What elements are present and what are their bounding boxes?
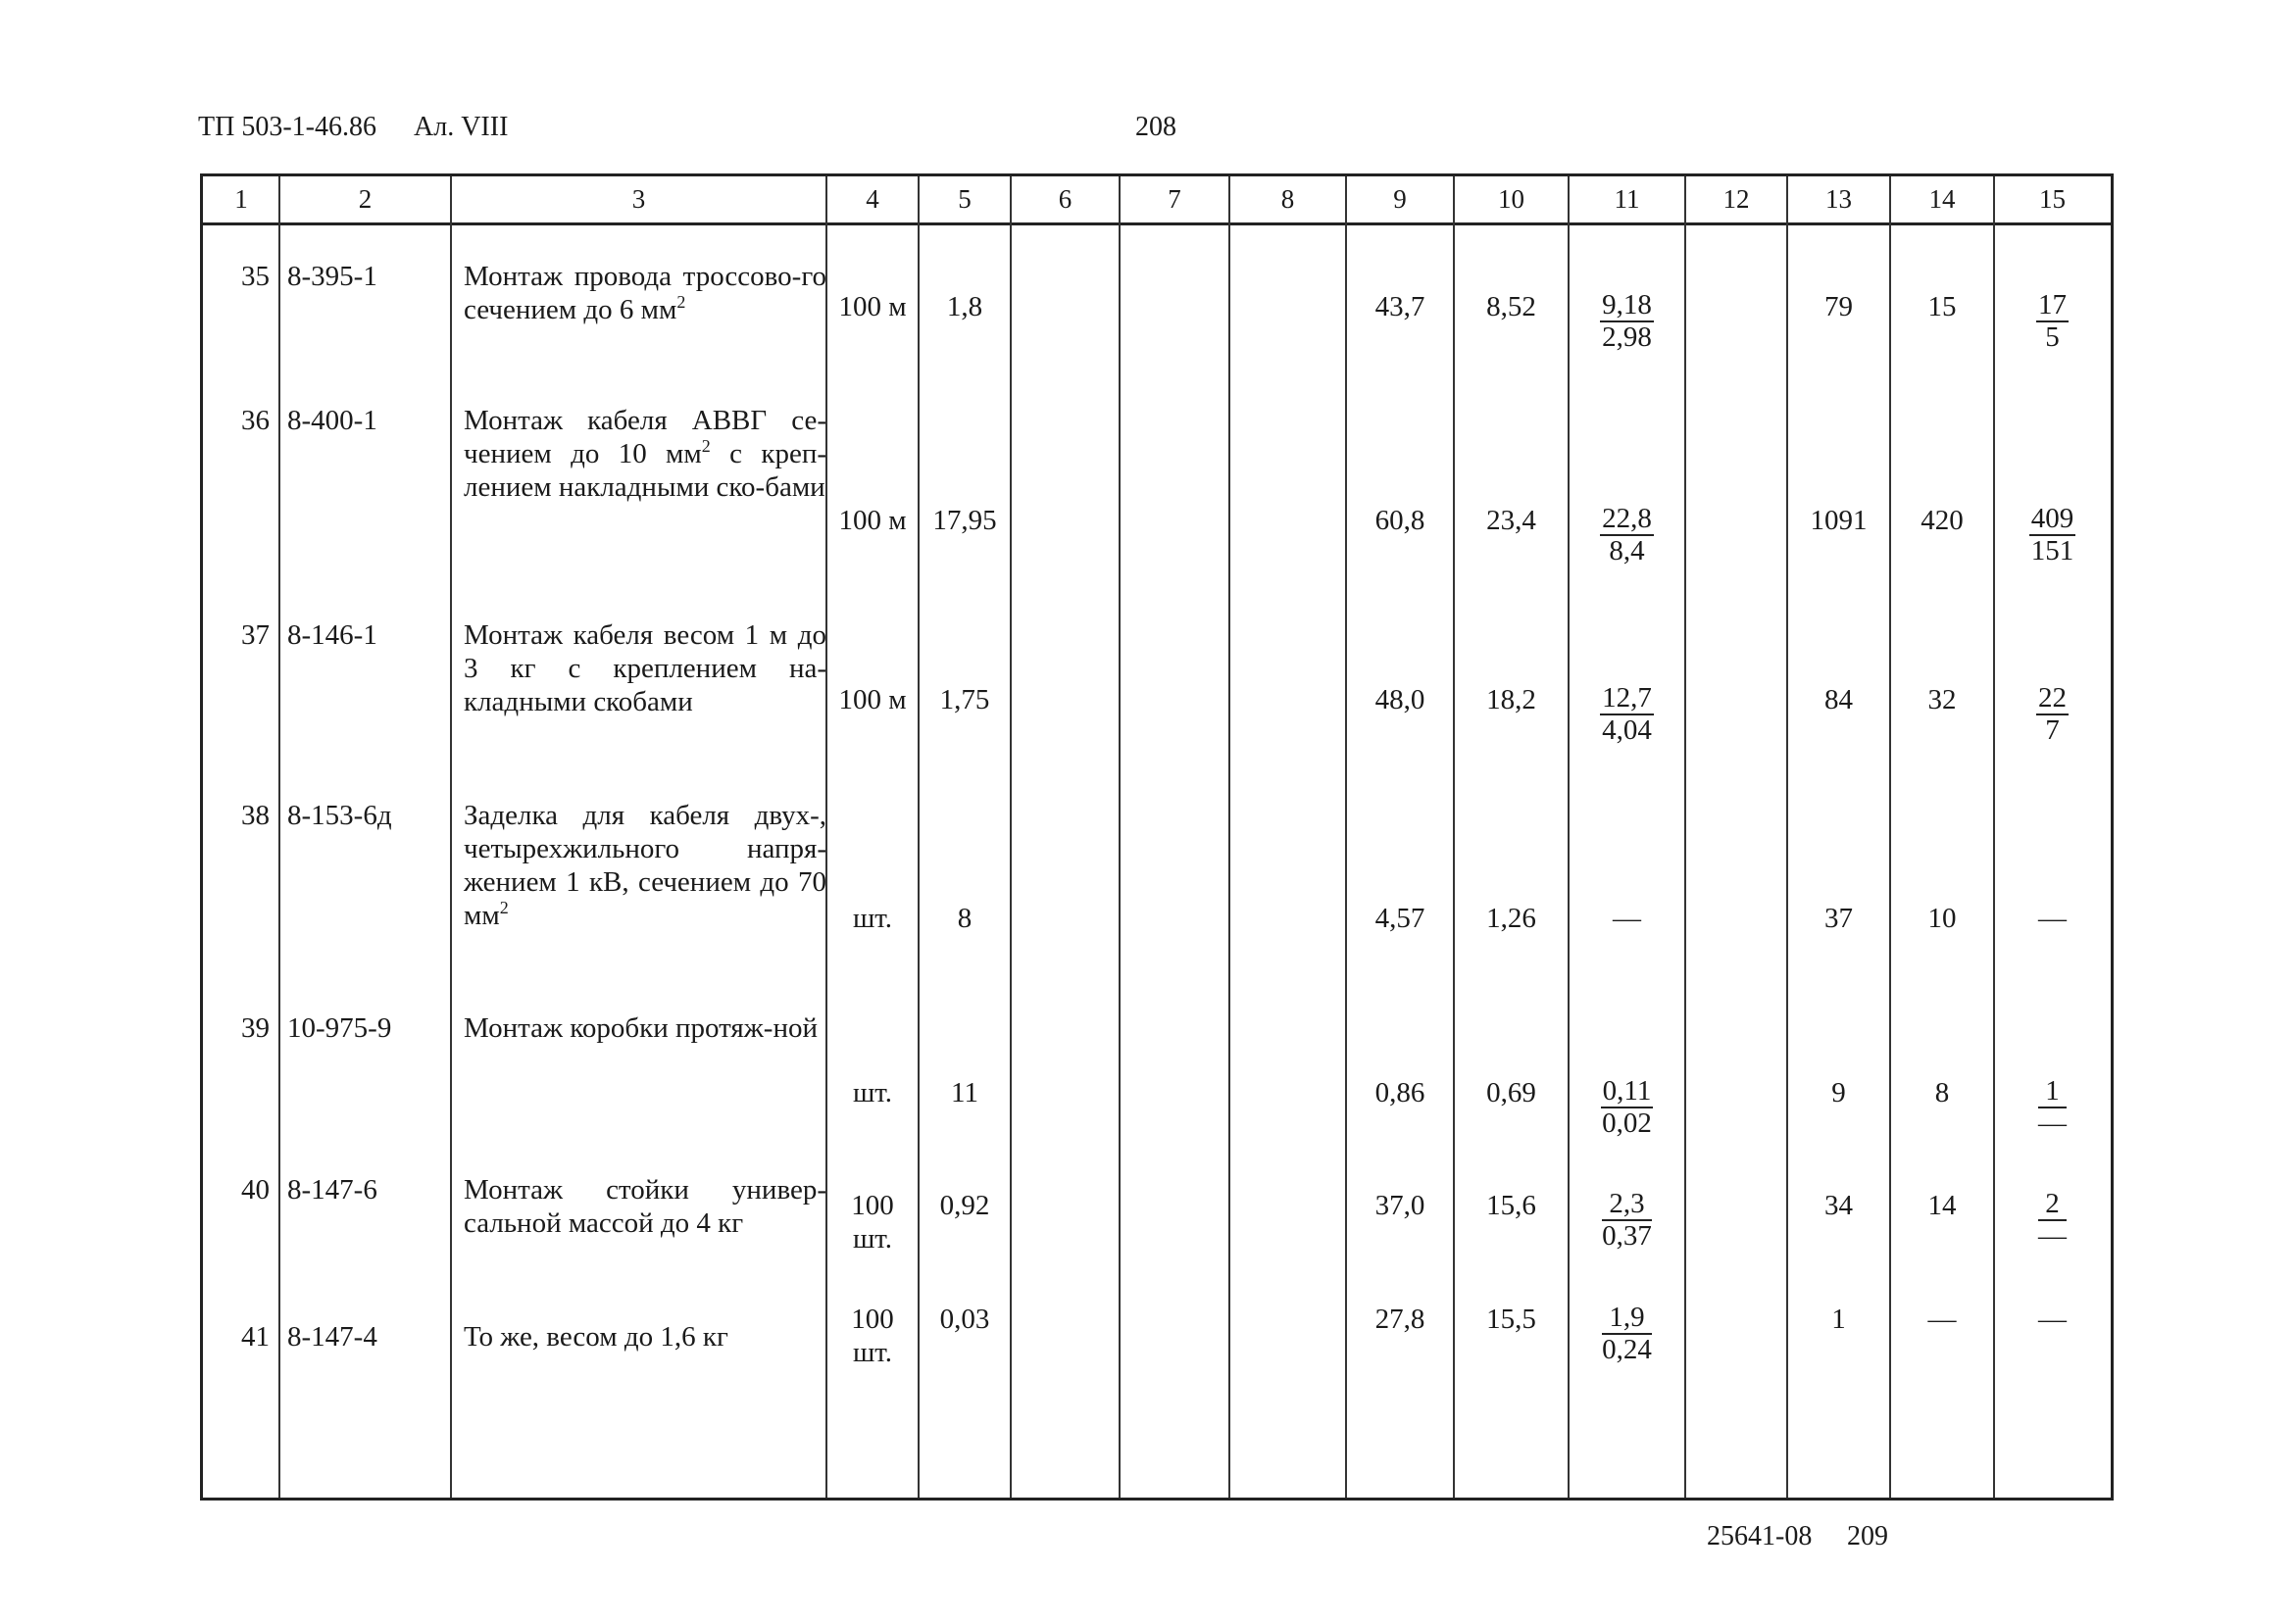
work-description: Монтаж провода троссово-го сечением до 6 $мм^2$ [464, 261, 826, 325]
unit: 100 м [838, 505, 907, 536]
col-15-value: — [2038, 1304, 2067, 1335]
col-11-fraction-denominator: 8,4 [1609, 535, 1645, 566]
col-10-value: 0,69 [1486, 1077, 1536, 1108]
col-11-fraction-numerator: 9,18 [1602, 289, 1652, 320]
work-description: Монтаж кабеля АВВГ се-чением до 10 $мм^2$ с креп-лением накладными ско-бами [464, 405, 826, 503]
column-divider [1889, 176, 1891, 1498]
col-10-value: 15,6 [1486, 1190, 1536, 1221]
col-11-fraction-numerator: 22,8 [1602, 503, 1652, 534]
column-divider [1568, 176, 1570, 1498]
col-14-value: 8 [1934, 1077, 1950, 1108]
work-description: Заделка для кабеля двух-, четырехжильного напря-жением 1 кВ, сечением до 70 $мм^2$ [464, 800, 826, 931]
col-11-fraction-numerator: 2,3 [1602, 1189, 1652, 1221]
col-15-fraction-numerator: 1 [2038, 1076, 2067, 1108]
column-header: 8 [1280, 184, 1295, 214]
column-divider [1119, 176, 1121, 1498]
col-13-value: 9 [1831, 1077, 1846, 1108]
unit: шт. [852, 903, 893, 934]
col-11-fraction-numerator: 1,9 [1602, 1303, 1652, 1335]
column-divider [450, 176, 452, 1498]
col-15-value: — [2038, 903, 2067, 934]
column-divider [1228, 176, 1230, 1498]
column-divider [1010, 176, 1012, 1498]
quantity: 11 [951, 1077, 978, 1108]
col-11-fraction [1569, 1303, 1685, 1365]
col-14-value: — [1927, 1304, 1957, 1335]
col-11-fraction [1569, 290, 1685, 353]
norm-code: 8-395-1 [287, 261, 377, 292]
col-15-fraction-denominator: 5 [2045, 321, 2060, 353]
row-number: 38 [241, 800, 270, 831]
column-divider [918, 176, 920, 1498]
col-10-value: 18,2 [1486, 684, 1536, 715]
col-9-value: 37,0 [1374, 1190, 1425, 1221]
column-divider [1345, 176, 1347, 1498]
col-11-fraction-denominator: 4,04 [1602, 714, 1652, 746]
col-11-fraction [1569, 504, 1685, 566]
col-9-value: 4,57 [1374, 903, 1425, 934]
col-15-fraction [1994, 1189, 2111, 1252]
norm-code: 8-146-1 [287, 619, 377, 651]
row-number: 35 [241, 261, 270, 292]
column-header: 5 [958, 184, 972, 214]
col-11-value: — [1613, 903, 1641, 934]
col-15-fraction [1994, 1076, 2111, 1139]
column-header: 3 [631, 184, 646, 214]
col-11-fraction-denominator: 2,98 [1602, 321, 1652, 353]
quantity: 0,92 [939, 1190, 990, 1221]
unit-line2: шт. [852, 1337, 893, 1368]
work-description: То же, весом до 1,6 кг [464, 1321, 728, 1353]
col-15-fraction [1994, 683, 2111, 746]
column-header: 4 [866, 184, 879, 214]
col-14-value: 420 [1921, 505, 1964, 536]
page-number: 208 [1135, 112, 1176, 142]
norm-code: 8-147-4 [287, 1321, 377, 1353]
col-15-fraction [1994, 504, 2111, 566]
header-divider [203, 222, 2111, 225]
footer-page-number: 209 [1847, 1521, 1888, 1551]
unit: 100 м [838, 684, 907, 715]
unit-line2: шт. [852, 1223, 893, 1255]
column-header: 10 [1498, 184, 1524, 214]
column-header: 11 [1614, 184, 1640, 214]
col-9-value: 0,86 [1374, 1077, 1425, 1108]
row-number: 36 [241, 405, 270, 436]
col-9-value: 60,8 [1374, 505, 1425, 536]
col-11-fraction [1569, 683, 1685, 746]
col-11-fraction-denominator: 0,37 [1602, 1220, 1652, 1252]
col-11-fraction [1569, 1076, 1685, 1139]
col-9-value: 27,8 [1374, 1304, 1425, 1335]
col-10-value: 15,5 [1486, 1304, 1536, 1335]
quantity: 17,95 [932, 505, 997, 536]
column-divider [1786, 176, 1788, 1498]
quantity: 1,8 [946, 291, 983, 322]
column-header: 12 [1722, 184, 1750, 214]
album-number: Ал. VIII [414, 112, 509, 142]
row-number: 41 [241, 1321, 270, 1353]
work-description: Монтаж кабеля весом 1 м до 3 кг с креплением на-кладными скобами [464, 619, 826, 717]
col-13-value: 37 [1824, 903, 1853, 934]
column-header: 7 [1168, 184, 1181, 214]
col-14-value: 14 [1927, 1190, 1957, 1221]
norm-code: 8-400-1 [287, 405, 377, 436]
col-14-value: 10 [1927, 903, 1957, 934]
col-15-fraction [1994, 290, 2111, 353]
unit: шт. [852, 1077, 893, 1108]
col-11-fraction [1569, 1189, 1685, 1252]
column-divider [1453, 176, 1455, 1498]
norm-code: 10-975-9 [287, 1012, 392, 1044]
col-15-fraction-numerator: 409 [2030, 503, 2074, 534]
col-9-value: 43,7 [1374, 291, 1425, 322]
norm-code: 8-147-6 [287, 1174, 377, 1206]
column-header: 6 [1058, 184, 1073, 214]
col-15-fraction-denominator: — [2038, 1107, 2067, 1139]
col-11-fraction-numerator: 12,7 [1602, 682, 1652, 714]
column-divider [1993, 176, 1995, 1498]
quantity: 1,75 [939, 684, 990, 715]
row-number: 37 [241, 619, 270, 651]
col-10-value: 8,52 [1486, 291, 1536, 322]
col-11-fraction-denominator: 0,24 [1602, 1334, 1652, 1365]
work-description: Монтаж стойки универ-сальной массой до 4 кг [464, 1174, 826, 1239]
col-10-value: 1,26 [1486, 903, 1536, 934]
column-header: 2 [358, 184, 373, 214]
col-15-fraction-numerator: 22 [2038, 682, 2067, 714]
col-10-value: 23,4 [1486, 505, 1536, 536]
estimate-table [200, 173, 2114, 1501]
col-13-value: 1091 [1810, 505, 1868, 536]
col-13-value: 79 [1824, 291, 1853, 322]
norm-code: 8-153-6д [287, 800, 392, 831]
unit-line1: 100 [851, 1304, 894, 1335]
quantity: 0,03 [939, 1304, 990, 1335]
col-15-fraction-numerator: 17 [2038, 289, 2067, 320]
column-header: 14 [1928, 184, 1956, 214]
col-15-fraction-denominator: 151 [2030, 535, 2074, 566]
col-15-fraction-numerator: 2 [2038, 1189, 2067, 1221]
col-13-value: 34 [1824, 1190, 1853, 1221]
document-code: ТП 503-1-46.86 [198, 112, 376, 142]
column-header: 13 [1825, 184, 1852, 214]
column-header: 9 [1393, 184, 1407, 214]
work-description: Монтаж коробки протяж-ной [464, 1012, 818, 1044]
unit: 100 м [838, 291, 907, 322]
col-13-value: 1 [1831, 1304, 1846, 1335]
column-header: 1 [234, 184, 248, 214]
column-header: 15 [2039, 184, 2066, 214]
col-14-value: 32 [1927, 684, 1957, 715]
column-divider [278, 176, 280, 1498]
footer-document-number: 25641-08 [1707, 1521, 1813, 1551]
column-divider [1684, 176, 1686, 1498]
col-9-value: 48,0 [1374, 684, 1425, 715]
col-15-fraction-denominator: — [2038, 1220, 2067, 1252]
unit-line1: 100 [851, 1190, 894, 1221]
row-number: 40 [241, 1174, 270, 1206]
quantity: 8 [957, 903, 973, 934]
col-13-value: 84 [1824, 684, 1853, 715]
col-14-value: 15 [1927, 291, 1957, 322]
col-11-fraction-numerator: 0,11 [1602, 1075, 1652, 1107]
col-15-fraction-denominator: 7 [2045, 714, 2060, 746]
row-number: 39 [241, 1012, 270, 1044]
col-11-fraction-denominator: 0,02 [1602, 1107, 1652, 1139]
